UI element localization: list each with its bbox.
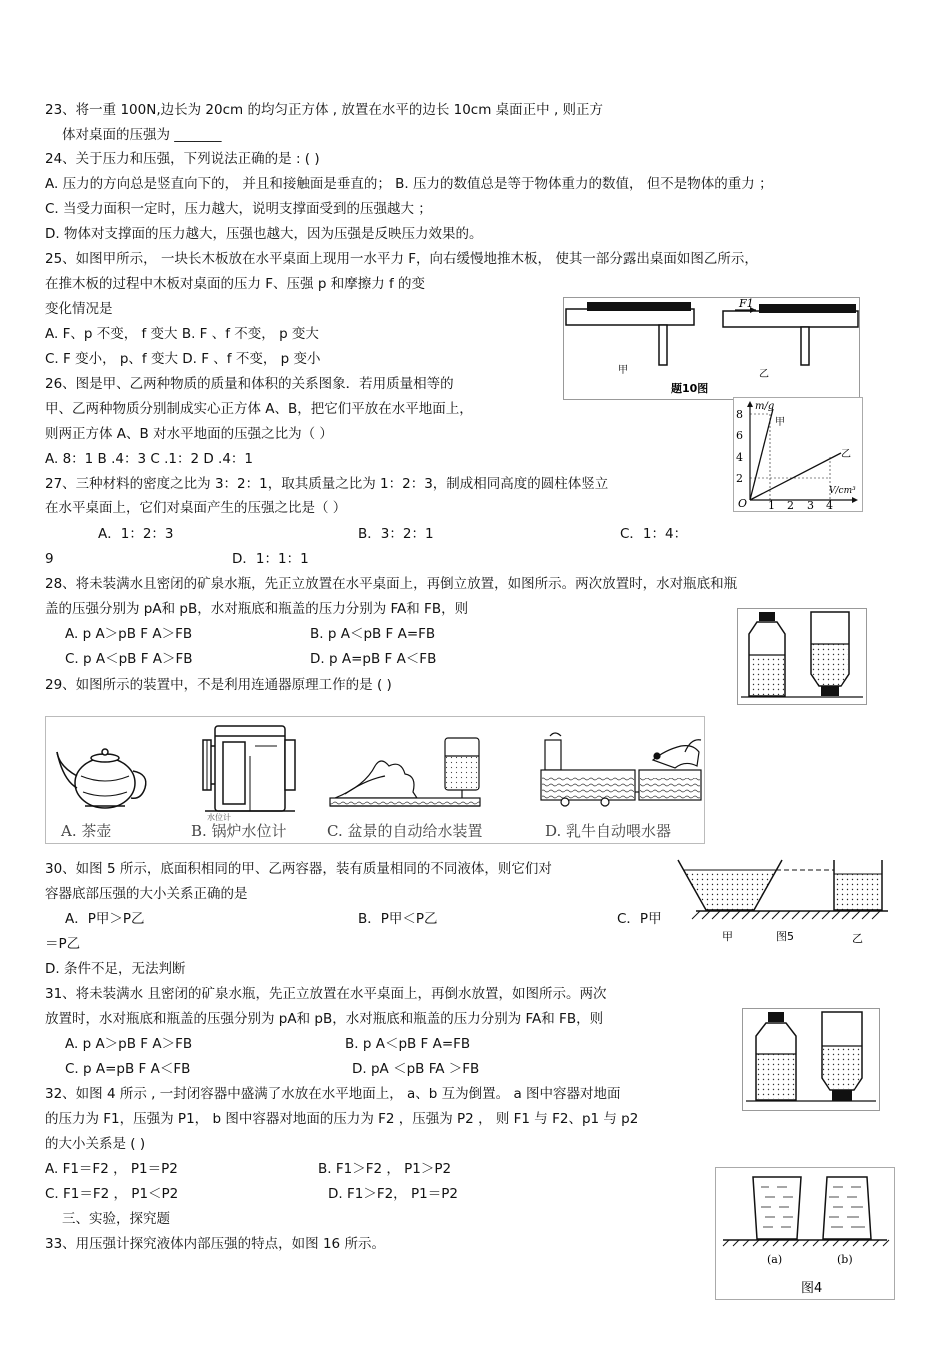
q27-option-d: D．1：1：1 [232,551,309,567]
q32-figure-4 [715,1167,895,1300]
q27-line2: 在水平桌面上，它们对桌面产生的压强之比是（ ） [45,500,347,516]
q30-label-yi: 乙 [852,932,863,945]
q32-caption: 图4 [801,1281,823,1296]
q30-option-d: D. 条件不足，无法判断 [45,961,186,977]
q31-line1: 31、将未装满水 且密闭的矿泉水瓶，先正立放置在水平桌面上，再倒水放置，如图所示。两次 [45,986,607,1002]
q30-line1: 30、如图 5 所示，底面积相同的甲、乙两容器，装有质量相同的不同液体，则它们对 [45,861,552,877]
q26-line1: 26、图是甲、乙两种物质的质量和体积的关系图象．若用质量相等的 [45,376,454,392]
q30-label-jia: 甲 [722,930,733,943]
q25-option-ab: A. F、p 不变， f 变大 B. F 、f 不变， p 变大 [45,326,319,342]
q24-option-c: C. 当受力面积一定时，压力越大，说明支撑面受到的压强越大 ； [45,201,432,217]
q23-line2: 体对桌面的压强为 _______ [62,127,222,143]
q30-line2: 容器底部压强的大小关系正确的是 [45,886,248,902]
q25-label-jia: 甲 [618,365,628,376]
q28-line1: 28、将未装满水且密闭的矿泉水瓶，先正立放置在水平桌面上，再倒立放置，如图所示。两次放置时，水对瓶底和瓶 [45,576,738,592]
q30-option-c: C．P甲 [617,911,662,927]
q27-option-a: A．1：2：3 [98,526,174,542]
q25-line1: 25、如图甲所示， 一块长木板放在水平桌面上现用一水平力 F，向右缓慢地推木板， 使其一部分露出桌面如图乙所示， [45,251,758,267]
q25-line2: 在推木板的过程中木板对桌面的压力 F、压强 p 和摩擦力 f 的变 [45,276,426,292]
q31-option-a: A. p A＞pB F A＞FB [65,1036,193,1052]
q30-containers-figure [676,858,888,950]
origin-label: O [738,497,748,510]
x-tick-2: 2 [787,499,794,512]
y-axis-label: m/g [755,401,775,412]
q28-option-a: A. p A＞pB F A＞FB [65,626,193,642]
q29-label-b: B. 锅炉水位计 [191,822,287,840]
q32-line1: 32、如图 4 所示 , 一封闭容器中盛满了水放在水平地面上， a、b 互为倒置。 a 图中容器对地面 [45,1086,621,1102]
x-axis-label: V/cm³ [829,486,856,496]
q28-option-c: C. p A＜pB F A＞FB [65,651,193,667]
q25-figure [563,297,860,400]
q24-option-ab: A. 压力的方向总是竖直向下的， 并且和接触面是垂直的； B. 压力的数值总是等于物体重力的数值， 但不是物体的重力 ； [45,176,773,192]
y-tick-2: 2 [736,472,743,485]
q32-option-b: B. F1＞F2 ， P1＞P2 [318,1161,452,1177]
series-jia-label: 甲 [775,417,785,428]
series-yi-label: 乙 [841,449,851,460]
q28-option-d: D. p A=pB F A＜FB [310,651,437,667]
q28-bottles-figure [737,608,867,705]
q29-stem: 29、如图所示的装置中，不是利用连通器原理工作的是 ( ) [45,677,392,693]
y-tick-6: 6 [736,429,743,442]
x-tick-4: 4 [826,499,833,512]
q29-devices-figure [45,716,705,844]
q23-line1: 23、将一重 100N,边长为 20cm 的均匀正方体 , 放置在水平的边长 10cm 桌面正中 , 则正方 [45,102,604,118]
q29-label-c: C. 盆景的自动给水装置 [327,822,483,840]
q25-line3: 变化情况是 [45,301,113,317]
q32-line2: 的压力为 F1，压强为 P1， b 图中容器对地面的压力为 F2 ，压强为 P2 ， 则 F1 与 F2、p1 与 p2 [45,1111,639,1127]
q27-option-c: C．1：4： [620,526,688,542]
q31-option-d: D. pA ＜pB FA ＞FB [352,1061,480,1077]
q30-caption: 图5 [776,930,794,943]
q33-stem: 33、用压强计探究液体内部压强的特点，如图 16 所示。 [45,1236,385,1252]
q30-option-a: A．P甲＞P乙 [65,911,145,927]
q26-line2: 甲、乙两种物质分别制成实心正方体 A、B，把它们平放在水平地面上， [45,401,473,417]
q32-option-a: A. F1＝F2 ， P1＝P2 [45,1161,178,1177]
q32-line3: 的大小关系是 ( ) [45,1136,146,1152]
q28-option-b: B. p A＜pB F A=FB [310,626,436,642]
q29-label-a: A. 茶壶 [61,822,112,840]
q31-option-b: B. p A＜pB F A=FB [345,1036,471,1052]
q24-option-d: D. 物体对支撑面的压力越大，压强也越大，因为压强是反映压力效果的。 [45,226,483,242]
q26-line3: 则两正方体 A、B 对水平地面的压强之比为（ ） [45,426,333,442]
q32-option-c: C. F1＝F2 ， P1＜P2 [45,1186,179,1202]
boiler-gauge-icon [203,726,295,811]
q32-label-a: (a) [767,1253,783,1266]
q25-force-label: F1 [739,297,754,310]
q25-option-cd: C. F 变小， p、f 变大 D. F 、f 不变， p 变小 [45,351,321,367]
section-3-heading: 三、实验，探究题 [62,1211,170,1227]
q25-caption: 题10图 [671,382,709,395]
q30-option-b: B．P甲＜P乙 [358,911,438,927]
q28-line2: 盖的压强分别为 pA和 pB，水对瓶底和瓶盖的压力分别为 FA和 FB，则 [45,601,469,617]
q26-options: A. 8：1 B .4：3 C .1：2 D .4：1 [45,451,253,467]
q31-bottles-figure [742,1008,880,1111]
q32-option-d: D. F1＞F2， P1＝P2 [328,1186,458,1202]
x-tick-1: 1 [768,499,775,512]
q26-graph [733,397,863,512]
q31-line2: 放置时，水对瓶底和瓶盖的压强分别为 pA和 pB，水对瓶底和瓶盖的压力分别为 FA和 FB，则 [45,1011,604,1027]
q29-b-small-label: 水位计 [207,813,231,822]
q27-option-b: B．3：2：1 [358,526,434,542]
x-tick-3: 3 [807,499,814,512]
y-tick-8: 8 [736,408,743,421]
q24-stem: 24、关于压力和压强，下列说法正确的是 : ( ) [45,151,320,167]
q31-option-c: C. p A=pB F A＜FB [65,1061,191,1077]
q30-option-c-cont: ＝P乙 [45,936,81,952]
q27-option-c-cont: 9 [45,551,54,567]
q32-label-b: (b) [837,1253,853,1266]
q25-label-yi: 乙 [759,369,769,380]
q27-line1: 27、三种材料的密度之比为 3：2：1，取其质量之比为 1：2：3，制成相同高度的圆柱体竖立 [45,476,609,492]
q29-label-d: D. 乳牛自动喂水器 [545,822,672,840]
y-tick-4: 4 [736,451,743,464]
